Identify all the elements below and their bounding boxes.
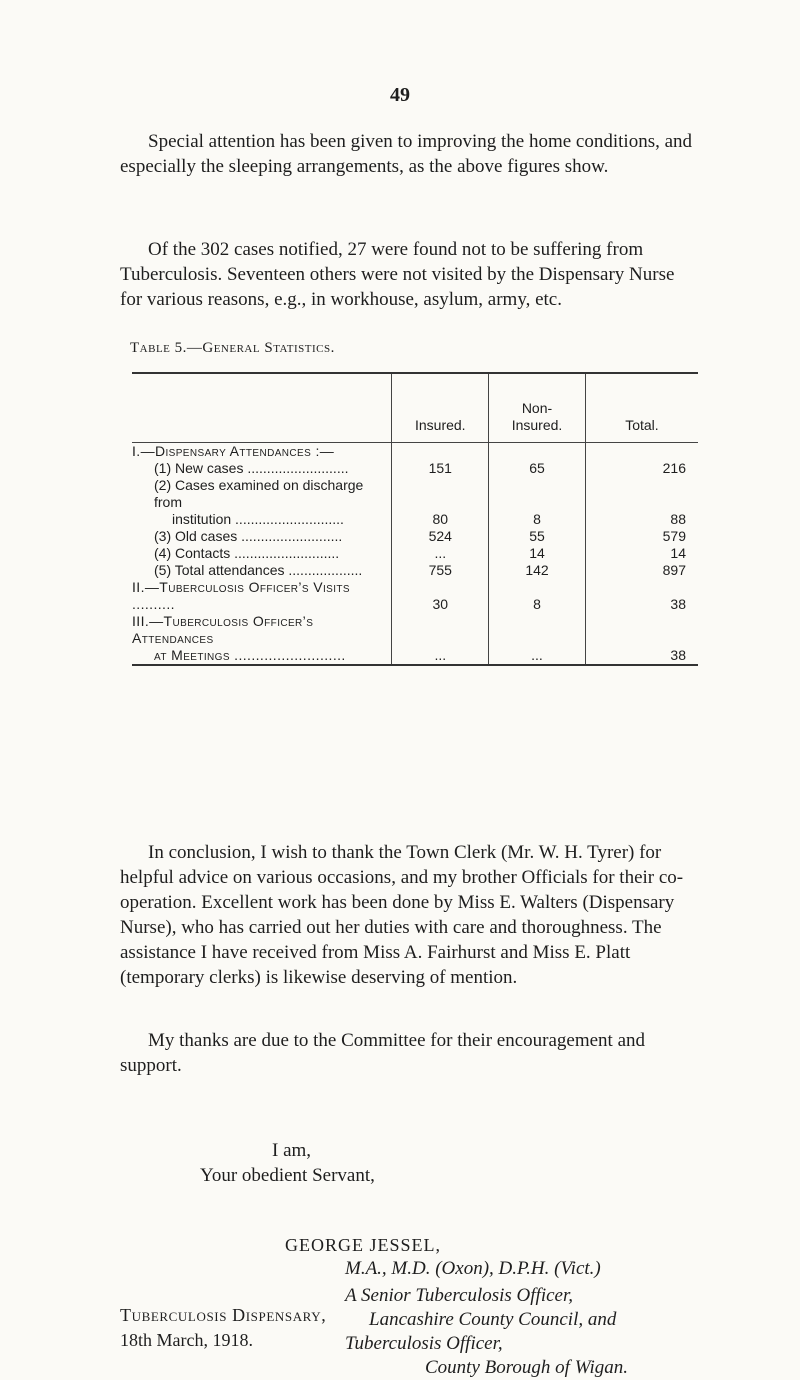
cell-total: 38 — [585, 579, 698, 613]
signature-title-line1: A Senior Tuberculosis Officer, — [345, 1285, 573, 1306]
table-row — [132, 477, 698, 511]
row-label: (3) Old cases .......................... — [154, 528, 343, 544]
signature-title — [345, 1284, 725, 1380]
general-statistics-table — [132, 372, 698, 666]
cell-non-insured: 142 — [489, 562, 586, 579]
signature-title-line3: Tuberculosis Officer, — [345, 1333, 503, 1354]
closing-i-am: I am, — [272, 1140, 312, 1161]
cell-total: 38 — [585, 647, 698, 665]
cell-insured: 30 — [392, 579, 489, 613]
table-row — [132, 528, 698, 545]
row-label: (5) Total attendances ................... — [154, 562, 363, 578]
cell-insured: 151 — [392, 460, 489, 477]
signature-title-line2: Lancashire County Council, and — [369, 1309, 617, 1330]
address-dispensary: Tuberculosis Dispensary, — [120, 1305, 327, 1325]
header-total: Total. — [585, 373, 698, 443]
cell-non-insured: 65 — [489, 460, 586, 477]
cell-non-insured: 8 — [489, 511, 586, 528]
cell-non-insured: 55 — [489, 528, 586, 545]
cell-total: 579 — [585, 528, 698, 545]
cell-insured: ... — [392, 545, 489, 562]
table-row — [132, 511, 698, 528]
section-officer-attendances: III.—Tuberculosis Officer’s Attendances — [132, 613, 314, 646]
cell-insured: ... — [392, 647, 489, 665]
statistics-table-container — [132, 372, 698, 666]
signature-qualifications: M.A., M.D. (Oxon), D.P.H. (Vict.) — [345, 1258, 601, 1279]
paragraph-cases-notified: Of the 302 cases notified, 27 were found not to be suffering from Tuberculosis. Seventeen others were not visited by the Dispensary Nurse for various reasons, e.g., in workhouse, asylum, army, etc. — [120, 239, 675, 310]
signature-name: GEORGE JESSEL, — [285, 1235, 442, 1255]
cell-total: 88 — [585, 511, 698, 528]
table-row — [132, 579, 698, 613]
header-non-insured — [489, 373, 586, 443]
header-non-insured-line2: Insured. — [511, 417, 563, 433]
row-label: (1) New cases .......................... — [154, 460, 349, 476]
table-row — [132, 647, 698, 665]
table-row — [132, 613, 698, 647]
cell-insured: 755 — [392, 562, 489, 579]
cell-total: 216 — [585, 460, 698, 477]
cell-non-insured: ... — [489, 647, 586, 665]
paragraph-home-conditions: Special attention has been given to improving the home conditions, and especially the sleeping arrangements, as the above figures show. — [120, 131, 693, 177]
table-row — [132, 562, 698, 579]
closing-servant: Your obedient Servant, — [200, 1165, 375, 1186]
section-dispensary-attendances: I.—Dispensary Attendances :— — [132, 443, 335, 459]
signature-title-line4: County Borough of Wigan. — [425, 1357, 629, 1378]
table-header-row — [132, 373, 698, 443]
cell-total: 897 — [585, 562, 698, 579]
header-blank — [132, 373, 392, 443]
header-non-insured-line1: Non- — [521, 400, 553, 416]
section-officer-visits: II.—Tuberculosis Officer’s Visits .......... — [132, 579, 351, 612]
row-label: (4) Contacts ........................... — [154, 545, 340, 561]
paragraph-conclusion: In conclusion, I wish to thank the Town Clerk (Mr. W. H. Tyrer) for helpful advice on various occasions, and my brother Officials for their co-operation. Excellent work has been done by Miss E. Walters (Dispensary Nurse), who has carried out her duties with care and thoroughness. The assistance I have received from Miss A. Fairhurst and Miss E. Platt (temporary clerks) is likewise deserving of mention. — [120, 842, 684, 988]
table-title: Table 5.—General Statistics. — [130, 340, 335, 356]
row-label-continued: institution ............................ — [172, 511, 344, 527]
row-label: (2) Cases examined on discharge from — [154, 477, 364, 510]
table-row — [132, 443, 698, 461]
cell-non-insured: 14 — [489, 545, 586, 562]
row-label-continued: at Meetings .......................... — [154, 647, 346, 663]
table-row — [132, 545, 698, 562]
paragraph-thanks: My thanks are due to the Committee for their encouragement and support. — [120, 1030, 646, 1076]
address-date: 18th March, 1918. — [120, 1330, 253, 1350]
header-insured: Insured. — [392, 373, 489, 443]
cell-insured: 524 — [392, 528, 489, 545]
table-row — [132, 460, 698, 477]
cell-insured: 80 — [392, 511, 489, 528]
cell-total: 14 — [585, 545, 698, 562]
cell-non-insured: 8 — [489, 579, 586, 613]
page-number: 49 — [390, 84, 410, 106]
